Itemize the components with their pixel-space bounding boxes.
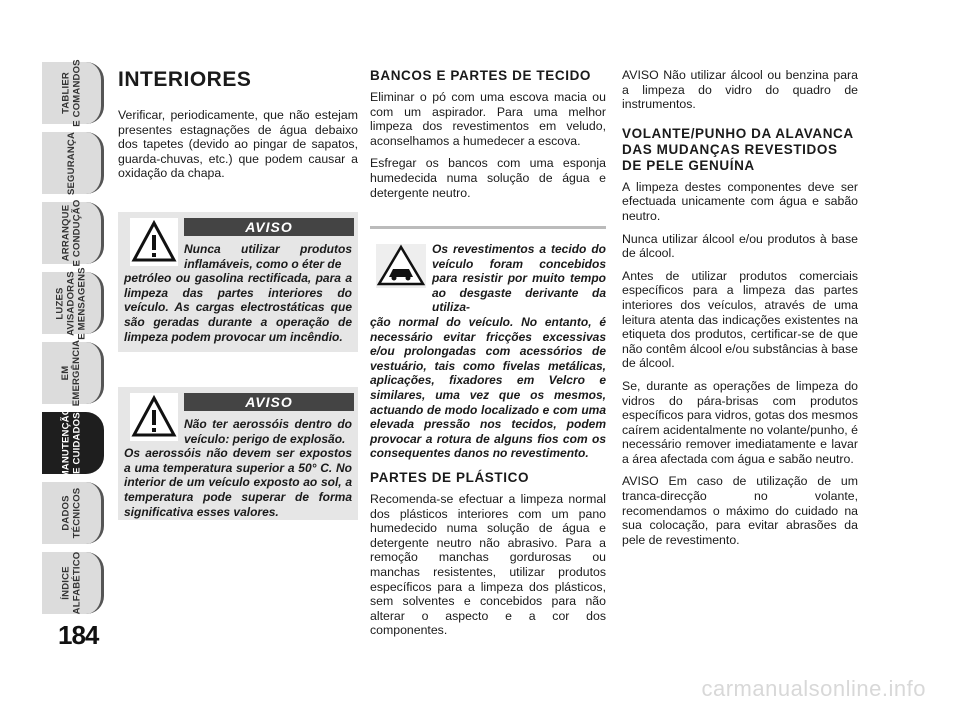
tab-label: ARRANQUE E CONDUÇÃO bbox=[60, 199, 83, 267]
note-text-first: Os revestimentos a tecido do veículo foram concebidos para resistir por muito tempo ao desgaste derivante da utiliza- bbox=[432, 242, 606, 315]
warning-heading: AVISO bbox=[184, 218, 354, 236]
paragraph: Recomenda-se efectuar a limpeza normal dos plásticos interiores com um pano humedecido numa solução de água e detergente neutro não abrasivo. Para a remoção manchas gordurosas ou manchas resistentes, utilizar produtos específicos para a limpeza dos plásticos, sem solventes e concebidos para não alterar o aspecto e a cor dos componentes. bbox=[370, 492, 606, 638]
warning-box-aerosol bbox=[118, 387, 358, 520]
tab-indice-alfabetico[interactable] bbox=[42, 552, 104, 614]
warning-text-first: Não ter aerossóis dentro do veículo: perigo de explosão. bbox=[184, 417, 352, 446]
page-number: 184 bbox=[58, 620, 99, 650]
tab-arranque-conducao[interactable] bbox=[42, 199, 104, 267]
note-text-rest: ção normal do veículo. No entanto, é necessário evitar fricções excessivas e/ou prolongadas com acessórios de vestuário, tais como fivelas metálicas, aplicações, fixadores em Velcro e similares, uma vez que os mesmos, actuando de modo localizado e com uma elevada pressão nos tecidos, podem provocar a rotura de alguns fios com os consequentes danos no revestimento. bbox=[370, 314, 606, 461]
divider bbox=[370, 226, 606, 229]
tab-seguranca[interactable] bbox=[42, 132, 104, 194]
tab-tablier-comandos[interactable] bbox=[42, 59, 104, 127]
column-2-lower bbox=[370, 470, 606, 646]
tab-label: MANUTENÇÃO E CUIDADOS bbox=[60, 407, 83, 479]
warning-text-first: Nunca utilizar produtos inflamáveis, como o éter de bbox=[184, 242, 352, 271]
warning-text-rest: Os aerossóis não devem ser expostos a uma temperatura superior a 50° C. No interior de um veículo exposto ao sol, a temperatura pode superar de forma significativa esses valores. bbox=[124, 446, 352, 519]
column-2 bbox=[370, 68, 606, 208]
warning-text-rest: petróleo ou gasolina rectificada, para a limpeza das partes interiores do veículo. As cargas electrostáticas que são geradas durante a operação de limpeza podem provocar um incêndio. bbox=[124, 271, 352, 344]
warning-text bbox=[124, 417, 352, 519]
tab-luzes-avisadoras[interactable] bbox=[42, 266, 104, 340]
tab-label: DADOS TÉCNICOS bbox=[60, 487, 83, 539]
fabric-note-text bbox=[370, 242, 606, 461]
paragraph: AVISO Em caso de utilização de um tranca-direcção no volante, recomendamos o máximo do cuidado na sua colocação, para evitar abrasões da pele de revestimento. bbox=[622, 474, 858, 547]
section-title: INTERIORES bbox=[118, 68, 252, 91]
paragraph: Esfregar os bancos com uma esponja humedecida numa solução de água e detergente neutro. bbox=[370, 156, 606, 200]
tab-label: TABLIER E COMANDOS bbox=[60, 59, 83, 127]
paragraph: A limpeza destes componentes deve ser efectuada unicamente com água e sabão neutro. bbox=[622, 179, 858, 223]
warning-text bbox=[124, 242, 352, 344]
heading-bancos: BANCOS E PARTES DE TECIDO bbox=[370, 68, 592, 83]
chapter-tabs bbox=[42, 59, 106, 624]
fabric-note-box bbox=[370, 234, 606, 461]
heading-plastico: PARTES DE PLÁSTICO bbox=[370, 470, 530, 485]
paragraph: Se, durante as operações de limpeza do vidros do pára-brisas com produtos específicos para vidros, gotas dos mesmos caírem acidentalmente no volante/punho, é necessário remover imediatamente e lavar a área afectada com água e sabão neutro. bbox=[622, 378, 858, 466]
heading-volante: VOLANTE/PUNHO DA ALAVANCA DAS MUDANÇAS REVESTIDOS DE PELE GENUÍNA bbox=[622, 125, 854, 173]
tab-manutencao-cuidados[interactable] bbox=[42, 407, 104, 479]
paragraph: AVISO Não utilizar álcool ou benzina para a limpeza do vidro do quadro de instrumentos. bbox=[622, 68, 858, 112]
warning-box-flammable bbox=[118, 212, 358, 352]
tab-label: SEGURANÇA bbox=[66, 131, 77, 195]
tab-label: LUZES AVISADORAS E MENSAGENS bbox=[55, 266, 89, 340]
paragraph: Nunca utilizar álcool e/ou produtos à base de álcool. bbox=[622, 231, 858, 261]
paragraph: Antes de utilizar produtos comerciais específicos para a limpeza das partes interiores dos veículos, através de uma leitura atenta das indicações existentes na etiqueta dos produtos, certificar-se de que não contêm álcool e/ou substâncias à base de álcool. bbox=[622, 268, 858, 371]
tab-label: ÍNDICE ALFABÉTICO bbox=[60, 551, 83, 615]
tab-em-emergencia[interactable] bbox=[42, 339, 104, 407]
intro-paragraph: Verificar, periodicamente, que não estejam presentes estagnações de água debaixo dos tapetes (devido ao pingar de sapatos, guarda-chuvas, etc.) que podem causar a oxidação da chapa. bbox=[118, 108, 358, 181]
tab-label: EM EMERGÊNCIA bbox=[60, 339, 83, 407]
column-3 bbox=[622, 68, 858, 555]
watermark: carmanualsonline.info bbox=[701, 676, 926, 701]
tab-dados-tecnicos[interactable] bbox=[42, 482, 104, 544]
paragraph: Eliminar o pó com uma escova macia ou com um aspirador. Para uma melhor limpeza dos revestimentos em veludo, aconselhamos a humedecer a escova. bbox=[370, 90, 606, 148]
column-1 bbox=[118, 68, 358, 189]
warning-heading: AVISO bbox=[184, 393, 354, 411]
